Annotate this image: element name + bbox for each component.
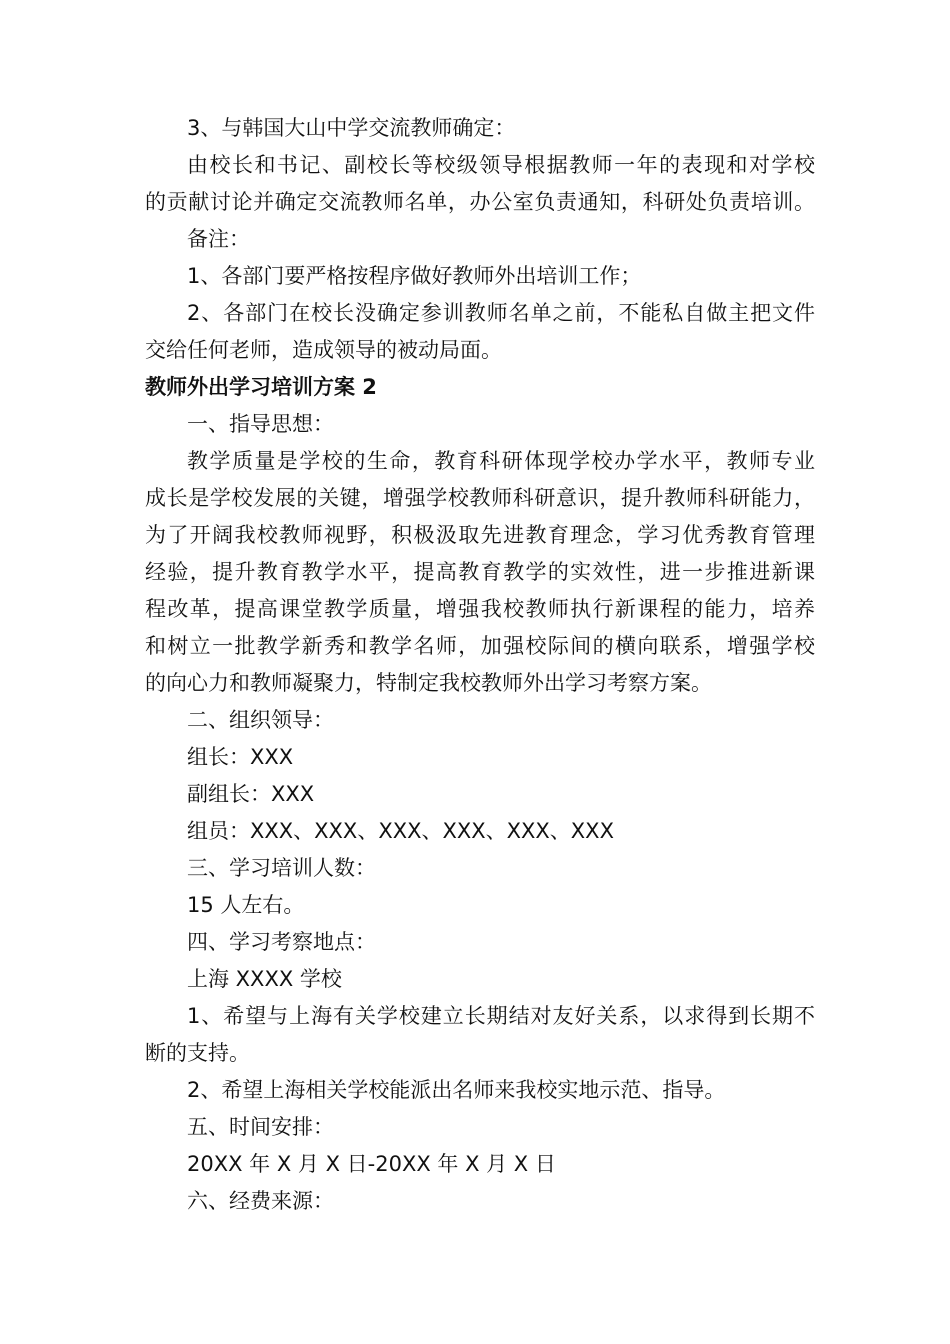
paragraph-line: 的向心力和教师凝聚力，特制定我校教师外出学习考察方案。	[145, 671, 712, 695]
paragraph-line: 教学质量是学校的生命，教育科研体现学校办学水平，教师专业	[187, 449, 815, 473]
paragraph-line: 为了开阔我校教师视野，积极汲取先进教育理念，学习优秀教育管理	[145, 523, 815, 547]
paragraph-line: 二、组织领导：	[187, 708, 334, 732]
paragraph-line: 20XX 年 X 月 X 日-20XX 年 X 月 X 日	[187, 1152, 556, 1176]
paragraph-line: 程改革，提高课堂教学质量，增强我校教师执行新课程的能力，培养	[145, 597, 815, 621]
paragraph-line: 三、学习培训人数：	[187, 856, 376, 880]
paragraph-line: 一、指导思想：	[187, 412, 334, 436]
paragraph-line: 五、时间安排：	[187, 1115, 334, 1139]
paragraph-line: 六、经费来源：	[187, 1189, 334, 1213]
paragraph-line: 组员：XXX、XXX、XXX、XXX、XXX、XXX	[187, 819, 614, 843]
paragraph-line: 2、各部门在校长没确定参训教师名单之前，不能私自做主把文件	[187, 301, 815, 325]
paragraph-line: 2、希望上海相关学校能派出名师来我校实地示范、指导。	[187, 1078, 726, 1102]
paragraph-line: 1、希望与上海有关学校建立长期结对友好关系，以求得到长期不	[187, 1004, 815, 1028]
paragraph-line: 断的支持。	[145, 1041, 250, 1065]
paragraph-line: 副组长：XXX	[187, 782, 315, 806]
paragraph-line: 15 人左右。	[187, 893, 305, 917]
paragraph-line: 和树立一批教学新秀和教学名师，加强校际间的横向联系，增强学校	[145, 634, 815, 658]
paragraph-line: 备注：	[187, 227, 250, 251]
paragraph-line: 的贡献讨论并确定交流教师名单，办公室负责通知，科研处负责培训。	[145, 190, 815, 214]
paragraph-line: 上海 XXXX 学校	[187, 967, 342, 991]
paragraph-line: 四、学习考察地点：	[187, 930, 376, 954]
paragraph-line: 3、与韩国大山中学交流教师确定：	[187, 116, 516, 140]
paragraph-line: 由校长和书记、副校长等校级领导根据教师一年的表现和对学校	[187, 153, 815, 177]
paragraph-line: 成长是学校发展的关键，增强学校教师科研意识，提升教师科研能力，	[145, 486, 815, 510]
paragraph-line: 组长：XXX	[187, 745, 294, 769]
paragraph-line: 经验，提升教育教学水平，提高教育教学的实效性，进一步推进新课	[145, 560, 815, 584]
paragraph-line: 1、各部门要严格按程序做好教师外出培训工作；	[187, 264, 642, 288]
paragraph-line: 交给任何老师，造成领导的被动局面。	[145, 338, 502, 362]
section-heading: 教师外出学习培训方案 2	[145, 375, 377, 399]
